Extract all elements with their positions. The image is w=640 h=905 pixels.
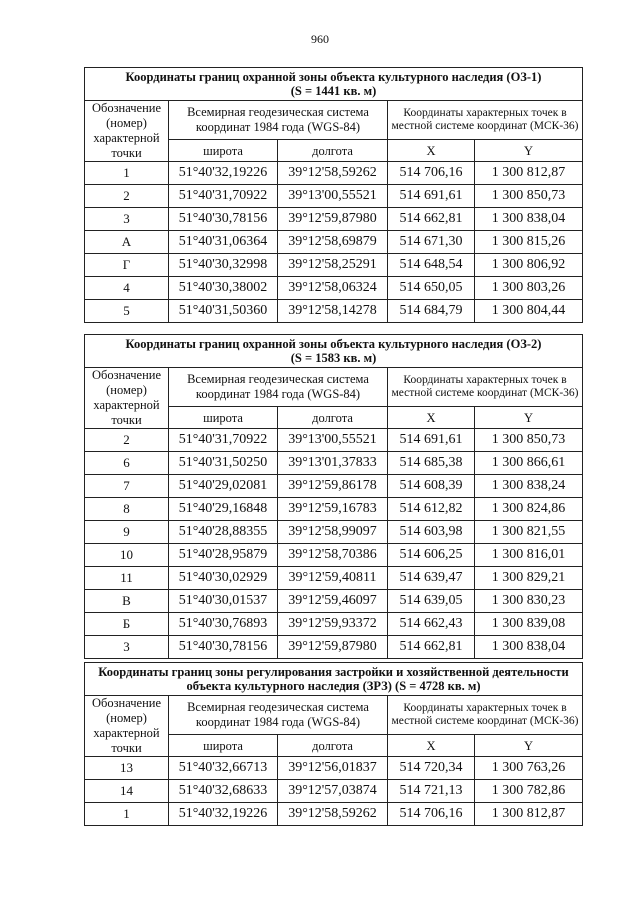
point-id-cell: 5 <box>85 300 169 323</box>
point-id-cell: А <box>85 231 169 254</box>
y-cell: 1 300 806,92 <box>475 254 583 277</box>
x-cell: 514 612,82 <box>388 498 475 521</box>
latitude-cell: 51°40'32,19226 <box>169 803 278 826</box>
longitude-cell: 39°13'00,55521 <box>278 429 388 452</box>
coordinates-table-oz1 <box>84 67 583 323</box>
x-cell: 514 685,38 <box>388 452 475 475</box>
y-cell: 1 300 850,73 <box>475 185 583 208</box>
point-id-cell: 2 <box>85 429 169 452</box>
table-row <box>85 208 583 231</box>
x-cell: 514 648,54 <box>388 254 475 277</box>
longitude-cell: 39°12'59,40811 <box>278 567 388 590</box>
point-id-cell: 3 <box>85 636 169 659</box>
x-cell: 514 606,25 <box>388 544 475 567</box>
y-cell: 1 300 803,26 <box>475 277 583 300</box>
y-header: Y <box>475 407 583 429</box>
x-header: X <box>388 407 475 429</box>
table-title-row <box>85 68 583 101</box>
x-cell: 514 706,16 <box>388 162 475 185</box>
y-cell: 1 300 763,26 <box>475 757 583 780</box>
latitude-cell: 51°40'30,78156 <box>169 636 278 659</box>
longitude-cell: 39°12'59,87980 <box>278 208 388 231</box>
point-id-cell: 1 <box>85 162 169 185</box>
point-id-cell: 14 <box>85 780 169 803</box>
table-row <box>85 231 583 254</box>
y-cell: 1 300 816,01 <box>475 544 583 567</box>
coordinates-table-oz2 <box>84 334 583 659</box>
latitude-cell: 51°40'31,70922 <box>169 429 278 452</box>
x-cell: 514 706,16 <box>388 803 475 826</box>
x-cell: 514 608,39 <box>388 475 475 498</box>
point-id-cell: В <box>85 590 169 613</box>
table-title-cell <box>85 663 583 696</box>
latitude-cell: 51°40'30,32998 <box>169 254 278 277</box>
longitude-cell: 39°12'56,01837 <box>278 757 388 780</box>
longitude-cell: 39°13'01,37833 <box>278 452 388 475</box>
table-row <box>85 757 583 780</box>
x-cell: 514 691,61 <box>388 185 475 208</box>
latitude-cell: 51°40'31,50250 <box>169 452 278 475</box>
longitude-cell: 39°12'59,87980 <box>278 636 388 659</box>
msk36-header: Координаты характерных точек в местной системе координат (МСК-36) <box>388 368 583 407</box>
latitude-cell: 51°40'31,70922 <box>169 185 278 208</box>
longitude-cell: 39°12'58,69879 <box>278 231 388 254</box>
longitude-cell: 39°12'58,06324 <box>278 277 388 300</box>
x-cell: 514 639,47 <box>388 567 475 590</box>
latitude-header: широта <box>169 735 278 757</box>
latitude-cell: 51°40'30,02929 <box>169 567 278 590</box>
table-row <box>85 452 583 475</box>
y-cell: 1 300 838,04 <box>475 208 583 231</box>
table-title-row <box>85 335 583 368</box>
y-cell: 1 300 866,61 <box>475 452 583 475</box>
table-header-row <box>85 101 583 140</box>
longitude-cell: 39°12'59,16783 <box>278 498 388 521</box>
longitude-cell: 39°12'58,70386 <box>278 544 388 567</box>
latitude-cell: 51°40'29,02081 <box>169 475 278 498</box>
x-cell: 514 662,81 <box>388 636 475 659</box>
latitude-cell: 51°40'32,66713 <box>169 757 278 780</box>
table-row <box>85 636 583 659</box>
wgs84-header: Всемирная геодезическая система координат 1984 года (WGS-84) <box>169 696 388 735</box>
y-header: Y <box>475 735 583 757</box>
longitude-cell: 39°12'57,03874 <box>278 780 388 803</box>
longitude-cell: 39°12'58,25291 <box>278 254 388 277</box>
longitude-cell: 39°12'58,59262 <box>278 162 388 185</box>
latitude-header: широта <box>169 407 278 429</box>
latitude-cell: 51°40'31,50360 <box>169 300 278 323</box>
x-cell: 514 720,34 <box>388 757 475 780</box>
table-row <box>85 613 583 636</box>
point-id-cell: 9 <box>85 521 169 544</box>
x-cell: 514 639,05 <box>388 590 475 613</box>
y-cell: 1 300 830,23 <box>475 590 583 613</box>
table-header-row <box>85 696 583 735</box>
x-cell: 514 650,05 <box>388 277 475 300</box>
table-row <box>85 277 583 300</box>
latitude-header: широта <box>169 140 278 162</box>
y-cell: 1 300 782,86 <box>475 780 583 803</box>
table-row <box>85 254 583 277</box>
table-title-row <box>85 663 583 696</box>
x-cell: 514 721,13 <box>388 780 475 803</box>
table-title-cell <box>85 68 583 101</box>
longitude-cell: 39°13'00,55521 <box>278 185 388 208</box>
latitude-cell: 51°40'29,16848 <box>169 498 278 521</box>
latitude-cell: 51°40'30,01537 <box>169 590 278 613</box>
point-id-cell: 4 <box>85 277 169 300</box>
x-cell: 514 603,98 <box>388 521 475 544</box>
point-id-cell: 10 <box>85 544 169 567</box>
longitude-cell: 39°12'58,59262 <box>278 803 388 826</box>
longitude-header: долгота <box>278 735 388 757</box>
y-cell: 1 300 821,55 <box>475 521 583 544</box>
wgs84-header: Всемирная геодезическая система координат 1984 года (WGS-84) <box>169 101 388 140</box>
coordinates-table-zrz <box>84 662 583 826</box>
x-cell: 514 691,61 <box>388 429 475 452</box>
table-area: (S = 1583 кв. м) <box>290 351 377 365</box>
table-row <box>85 185 583 208</box>
x-header: X <box>388 735 475 757</box>
longitude-header: долгота <box>278 407 388 429</box>
table-row <box>85 544 583 567</box>
latitude-cell: 51°40'31,06364 <box>169 231 278 254</box>
wgs84-header: Всемирная геодезическая система координат 1984 года (WGS-84) <box>169 368 388 407</box>
y-cell: 1 300 838,24 <box>475 475 583 498</box>
longitude-cell: 39°12'59,93372 <box>278 613 388 636</box>
point-id-cell: Б <box>85 613 169 636</box>
y-cell: 1 300 815,26 <box>475 231 583 254</box>
x-cell: 514 684,79 <box>388 300 475 323</box>
longitude-header: долгота <box>278 140 388 162</box>
point-designation-header: Обозначение (номер) характерной точки <box>85 101 169 162</box>
table-row <box>85 521 583 544</box>
latitude-cell: 51°40'28,95879 <box>169 544 278 567</box>
table-row <box>85 803 583 826</box>
table-row <box>85 590 583 613</box>
point-id-cell: 11 <box>85 567 169 590</box>
table-title: Координаты границ охранной зоны объекта культурного наследия (ОЗ-1) <box>125 70 542 84</box>
coordinates-table-body <box>85 335 583 659</box>
longitude-cell: 39°12'59,86178 <box>278 475 388 498</box>
y-cell: 1 300 839,08 <box>475 613 583 636</box>
point-id-cell: 1 <box>85 803 169 826</box>
y-cell: 1 300 824,86 <box>475 498 583 521</box>
point-id-cell: 2 <box>85 185 169 208</box>
point-designation-header: Обозначение (номер) характерной точки <box>85 368 169 429</box>
table-row <box>85 162 583 185</box>
latitude-cell: 51°40'30,78156 <box>169 208 278 231</box>
table-row <box>85 498 583 521</box>
y-header: Y <box>475 140 583 162</box>
point-id-cell: Г <box>85 254 169 277</box>
point-id-cell: 8 <box>85 498 169 521</box>
y-cell: 1 300 804,44 <box>475 300 583 323</box>
table-header-row <box>85 368 583 407</box>
latitude-cell: 51°40'30,38002 <box>169 277 278 300</box>
point-designation-header: Обозначение (номер) характерной точки <box>85 696 169 757</box>
y-cell: 1 300 829,21 <box>475 567 583 590</box>
y-cell: 1 300 838,04 <box>475 636 583 659</box>
x-cell: 514 662,43 <box>388 613 475 636</box>
table-row <box>85 429 583 452</box>
longitude-cell: 39°12'58,99097 <box>278 521 388 544</box>
point-id-cell: 7 <box>85 475 169 498</box>
longitude-cell: 39°12'58,14278 <box>278 300 388 323</box>
y-cell: 1 300 812,87 <box>475 803 583 826</box>
latitude-cell: 51°40'32,19226 <box>169 162 278 185</box>
table-row <box>85 300 583 323</box>
x-cell: 514 662,81 <box>388 208 475 231</box>
msk36-header: Координаты характерных точек в местной системе координат (МСК-36) <box>388 696 583 735</box>
point-id-cell: 6 <box>85 452 169 475</box>
longitude-cell: 39°12'59,46097 <box>278 590 388 613</box>
msk36-header: Координаты характерных точек в местной системе координат (МСК-36) <box>388 101 583 140</box>
latitude-cell: 51°40'32,68633 <box>169 780 278 803</box>
page-number: 960 <box>311 32 329 46</box>
x-cell: 514 671,30 <box>388 231 475 254</box>
table-row <box>85 780 583 803</box>
point-id-cell: 3 <box>85 208 169 231</box>
coordinates-table-body <box>85 68 583 323</box>
table-title: Координаты границ зоны регулирования застройки и хозяйственной деятельности объекта культурного наследия (ЗРЗ) (S = 4728 кв. м) <box>98 665 569 693</box>
table-row <box>85 475 583 498</box>
latitude-cell: 51°40'30,76893 <box>169 613 278 636</box>
y-cell: 1 300 850,73 <box>475 429 583 452</box>
x-header: X <box>388 140 475 162</box>
table-row <box>85 567 583 590</box>
latitude-cell: 51°40'28,88355 <box>169 521 278 544</box>
point-id-cell: 13 <box>85 757 169 780</box>
coordinates-table-body <box>85 663 583 826</box>
table-title-cell <box>85 335 583 368</box>
table-area: (S = 1441 кв. м) <box>290 84 377 98</box>
y-cell: 1 300 812,87 <box>475 162 583 185</box>
table-title: Координаты границ охранной зоны объекта культурного наследия (ОЗ-2) <box>125 337 542 351</box>
